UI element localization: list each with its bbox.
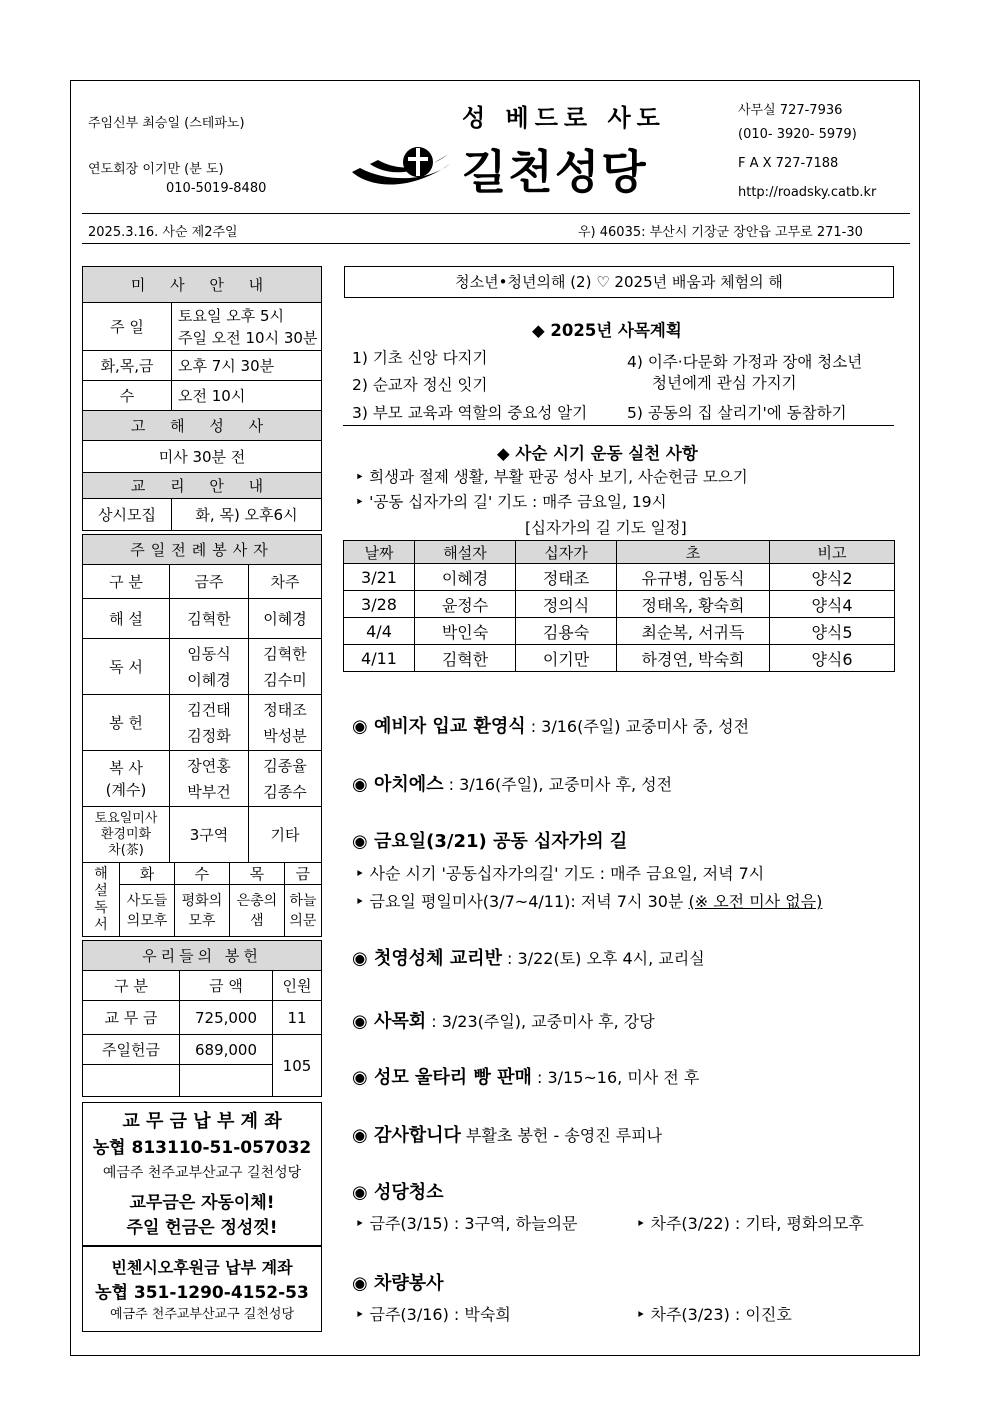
- stations-schedule-table: [343, 540, 895, 672]
- weekday-day: 목: [229, 863, 284, 885]
- pastor-name: 주임신부 최승일 (스테파노): [88, 116, 245, 131]
- vincent-number: 농협 351-1290-4152-53: [95, 1283, 309, 1303]
- schedule-cell: 양식4: [770, 591, 895, 618]
- driving-this-week: ‣ 금주(3/16) : 박숙희: [355, 1305, 511, 1324]
- council-phone: 010-5019-8480: [166, 181, 267, 196]
- schedule-cell: 박인숙: [415, 618, 516, 645]
- servers-row-next: 정태조 박성분: [249, 695, 322, 751]
- offering-r1-people: 11: [273, 1001, 322, 1035]
- schedule-cell: 최순복, 서귀득: [617, 618, 770, 645]
- offering-r1-amount: 725,000: [180, 1001, 273, 1035]
- account-note-1: 교무금은 자동이체!: [129, 1193, 275, 1213]
- confession-text: 미사 30분 전: [83, 441, 322, 473]
- servers-title: 주일전례봉사자: [83, 535, 322, 565]
- plan-item-4a: 4) 이주·다문화 가정과 장애 청소년: [627, 353, 863, 371]
- offering-title: 우리들의 봉헌: [83, 941, 322, 971]
- servers-row-this: 김건태 김정화: [170, 695, 249, 751]
- event-title: ◉ 예비자 입교 환영식: [352, 716, 526, 737]
- event-stations: [352, 827, 627, 853]
- weekday-group: 사도들 의모후: [120, 885, 175, 937]
- no-morning-mass-note: (※ 오전 미사 없음): [688, 892, 823, 911]
- event-stations-line-1: ‣ 사순 시기 '공동십자가의길' 기도 : 매주 금요일, 저녁 7시: [355, 864, 765, 883]
- weekday-group: 평화의 모후: [174, 885, 229, 937]
- mass-wed-time: 오전 10시: [172, 381, 322, 411]
- event-detail: : 3/16(주일), 교중미사 후, 성전: [443, 775, 673, 794]
- offering-r2-amount: 689,000: [180, 1035, 273, 1065]
- plan-item-3: 3) 부모 교육과 역할의 중요성 알기: [352, 404, 588, 422]
- servers-row-this: 3구역: [170, 807, 249, 863]
- servers-row-this: 장연홍 박부건: [170, 751, 249, 807]
- account-box: [82, 1102, 322, 1246]
- event-driving: [352, 1269, 444, 1295]
- weekday-day: 수: [174, 863, 229, 885]
- schedule-header: 초: [617, 541, 770, 564]
- weekday-group: 하늘 의문: [284, 885, 321, 937]
- event-title: ◉ 첫영성체 교리반: [352, 948, 502, 969]
- schedule-cell: 양식2: [770, 564, 895, 591]
- lent-title: ◆ 사순 시기 운동 실천 사항: [497, 444, 698, 463]
- schedule-cell: 3/28: [344, 591, 415, 618]
- servers-row-this: 김혁한: [170, 599, 249, 639]
- schedule-cell: 정의식: [516, 591, 617, 618]
- schedule-cell: 정태조: [516, 564, 617, 591]
- parish-name: 길천성당: [462, 145, 648, 199]
- servers-row-next: 이혜경: [249, 599, 322, 639]
- schedule-cell: 김용숙: [516, 618, 617, 645]
- schedule-header: 십자가: [516, 541, 617, 564]
- servers-row-next: 기타: [249, 807, 322, 863]
- schedule-cell: 하경연, 박숙희: [617, 645, 770, 672]
- servers-row-label: 해 설: [83, 599, 170, 639]
- weekday-reader-label: 해 설 독 서: [83, 863, 120, 937]
- schedule-cell: 이기만: [516, 645, 617, 672]
- issue-date: 2025.3.16. 사순 제2주일: [88, 225, 238, 240]
- weekday-day: 금: [284, 863, 321, 885]
- servers-row-label: 복 사 (계수): [83, 751, 170, 807]
- event-thanks: [352, 1121, 662, 1147]
- event-title: ◉ 성당청소: [352, 1182, 444, 1203]
- event-title: ◉ 차량봉사: [352, 1273, 444, 1294]
- schedule-cell: 유규병, 임동식: [617, 564, 770, 591]
- event-cleaning: [352, 1178, 444, 1204]
- weekday-group: 은총의 샘: [229, 885, 284, 937]
- offering-r2-label: 주일헌금: [83, 1035, 180, 1065]
- parish-subtitle: 성 베드로 사도: [462, 104, 666, 132]
- table-row: [344, 645, 895, 672]
- schedule-header: 비고: [770, 541, 895, 564]
- event-detail: : 3/15~16, 미사 전 후: [531, 1068, 700, 1087]
- mass-title: 미 사 안 내: [83, 267, 322, 303]
- website-link[interactable]: http://roadsky.catb.kr: [738, 185, 877, 200]
- mobile-phone: (010- 3920- 5979): [738, 127, 857, 142]
- offering-h-amount: 금 액: [180, 971, 273, 1001]
- plan-item-4b: 청년에게 관심 가지기: [652, 374, 797, 392]
- event-title: ◉ 금요일(3/21) 공동 십자가의 길: [352, 831, 628, 852]
- fax-number: F A X 727-7188: [738, 156, 839, 171]
- schedule-cell: 4/4: [344, 618, 415, 645]
- servers-row-next: 김종율 김종수: [249, 751, 322, 807]
- weekday-day: 화: [120, 863, 175, 885]
- schedule-cell: 이혜경: [415, 564, 516, 591]
- servers-h-next: 차주: [249, 565, 322, 599]
- servers-row-label: 독 서: [83, 639, 170, 695]
- vincent-holder: 예금주 천주교부산교구 길천성당: [109, 1307, 295, 1322]
- driving-next-week: ‣ 차주(3/23) : 이진호: [636, 1305, 792, 1324]
- account-title: 교 무 금 납 부 계 좌: [122, 1111, 282, 1132]
- event-catechumen: [352, 712, 749, 738]
- servers-row-label: 토요일미사 환경미화 차(茶): [83, 807, 170, 863]
- servers-row-next: 김혁한 김수미: [249, 639, 322, 695]
- event-stations-line-2: [355, 889, 822, 912]
- mass-weekday-time: 오후 7시 30분: [172, 351, 322, 381]
- catechism-label: 상시모집: [83, 499, 172, 531]
- weekday-mass-text: ‣ 금요일 평일미사(3/7~4/11): 저녁 7시 30분: [355, 892, 689, 911]
- plan-divider: [343, 425, 894, 426]
- lent-line-2: ‣ '공동 십자가의 길' 기도 : 매주 금요일, 19시: [355, 493, 667, 511]
- event-acies: [352, 770, 672, 796]
- event-detail: : 3/22(토) 오후 4시, 교리실: [501, 949, 705, 968]
- event-title: ◉ 아치에스: [352, 774, 444, 795]
- event-detail: : 3/16(주일) 교중미사 중, 성전: [525, 717, 750, 736]
- plan-item-2: 2) 순교자 정신 잇기: [352, 376, 488, 394]
- event-title: ◉ 성모 울타리 빵 판매: [352, 1067, 532, 1088]
- confession-title: 고 해 성 사: [83, 411, 322, 441]
- schedule-title: [십자가의 길 기도 일정]: [525, 519, 687, 537]
- account-note-2: 주일 헌금은 정성껏!: [126, 1218, 278, 1238]
- schedule-cell: 김혁한: [415, 645, 516, 672]
- account-number: 농협 813110-51-057032: [92, 1138, 312, 1158]
- mass-sunday-2: 주일 오전 10시 30분: [178, 328, 318, 347]
- header-divider-2: [82, 243, 910, 244]
- mass-weekday-label: 화,목,금: [83, 351, 172, 381]
- schedule-cell: 3/21: [344, 564, 415, 591]
- mass-table: [82, 266, 322, 531]
- table-row: [344, 564, 895, 591]
- mass-wed-label: 수: [83, 381, 172, 411]
- plan-item-1: 1) 기초 신앙 다지기: [352, 349, 488, 367]
- event-title: ◉ 감사합니다: [352, 1125, 461, 1146]
- year-banner: 청소년•청년의해 (2) ♡ 2025년 배움과 체험의 해: [344, 266, 894, 298]
- offering-h-people: 인원: [273, 971, 322, 1001]
- servers-h-this: 금주: [170, 565, 249, 599]
- schedule-cell: 양식6: [770, 645, 895, 672]
- catechism-time: 화, 목) 오후6시: [172, 499, 322, 531]
- servers-row-label: 봉 헌: [83, 695, 170, 751]
- servers-table: [82, 534, 322, 863]
- cleaning-this-week: ‣ 금주(3/15) : 3구역, 하늘의문: [355, 1214, 578, 1233]
- offering-r2-people: 105: [273, 1035, 322, 1097]
- offering-table: [82, 940, 322, 1097]
- schedule-cell: 윤정수: [415, 591, 516, 618]
- event-detail: 부활초 봉헌 - 송영진 루피나: [460, 1126, 663, 1145]
- church-logo-icon: [350, 138, 460, 194]
- table-row: [344, 618, 895, 645]
- weekday-readers-table: [82, 862, 322, 937]
- offering-r1-label: 교 무 금: [83, 1001, 180, 1035]
- table-row: [344, 591, 895, 618]
- event-title: ◉ 사목회: [352, 1011, 427, 1032]
- parish-address: 우) 46035: 부산시 기장군 장안읍 고무로 271-30: [578, 225, 863, 240]
- plan-title: ◆ 2025년 사목계획: [532, 321, 682, 340]
- servers-row-this: 임동식 이혜경: [170, 639, 249, 695]
- vincent-title: 빈첸시오후원금 납부 계좌: [111, 1258, 293, 1277]
- mass-sunday-1: 토요일 오후 5시: [178, 306, 285, 325]
- servers-h-cat: 구 분: [83, 565, 170, 599]
- schedule-header: 날짜: [344, 541, 415, 564]
- schedule-header: 해설자: [415, 541, 516, 564]
- council-head: 연도회장 이기만 (분 도): [88, 162, 224, 177]
- event-pastoral-council: [352, 1007, 655, 1033]
- cleaning-next-week: ‣ 차주(3/22) : 기타, 평화의모후: [636, 1214, 864, 1233]
- schedule-cell: 정태옥, 황숙희: [617, 591, 770, 618]
- plan-item-5: 5) 공동의 집 살리기'에 동참하기: [627, 404, 847, 422]
- event-detail: : 3/23(주일), 교중미사 후, 강당: [426, 1012, 655, 1031]
- vincent-account-box: [82, 1246, 322, 1332]
- event-first-communion: [352, 944, 705, 970]
- schedule-cell: 4/11: [344, 645, 415, 672]
- office-phone: 사무실 727-7936: [738, 103, 843, 118]
- event-bread-sale: [352, 1063, 699, 1089]
- account-holder: 예금주 천주교부산교구 길천성당: [102, 1165, 302, 1181]
- schedule-cell: 양식5: [770, 618, 895, 645]
- offering-h-cat: 구 분: [83, 971, 180, 1001]
- header-divider: [82, 213, 910, 214]
- catechism-title: 교 리 안 내: [83, 473, 322, 499]
- mass-sunday-label: 주 일: [83, 303, 172, 351]
- lent-line-1: ‣ 희생과 절제 생활, 부활 판공 성사 보기, 사순헌금 모으기: [355, 468, 748, 486]
